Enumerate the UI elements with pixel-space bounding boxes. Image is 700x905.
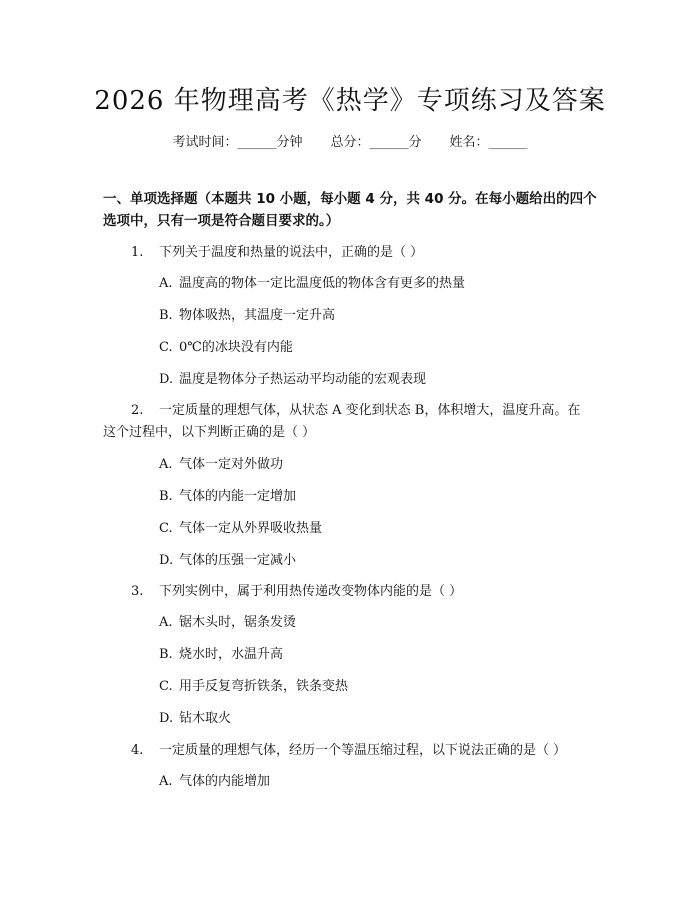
option-letter: A. xyxy=(159,615,173,630)
question-3-option-a xyxy=(159,613,296,633)
exam-info xyxy=(0,131,700,150)
section-heading: 一、单项选择题（本题共 10 小题，每小题 4 分，共 40 分。在每小题给出的四个选项中，只有一项是符合题目要求的。） xyxy=(103,191,597,229)
question-2-option-b xyxy=(159,487,296,507)
option-text: 气体一定从外界吸收热量 xyxy=(179,521,323,536)
option-text: 气体的压强一定减小 xyxy=(179,553,297,568)
option-text: 钻木取火 xyxy=(179,711,232,726)
question-1-stem xyxy=(131,242,423,264)
question-3-option-c xyxy=(159,677,348,697)
exam-time-field: 考试时间：______分钟 xyxy=(172,135,303,150)
question-2-option-d xyxy=(159,551,296,571)
option-letter: C. xyxy=(159,340,173,355)
option-text: 气体一定对外做功 xyxy=(179,457,284,472)
option-letter: B. xyxy=(159,647,173,662)
question-number: 1. xyxy=(131,245,144,260)
question-4-option-a xyxy=(159,772,270,792)
question-1-option-c xyxy=(159,338,293,358)
total-score-field: 总分：______分 xyxy=(330,135,422,150)
option-text: 气体的内能增加 xyxy=(179,774,271,789)
question-3-stem xyxy=(131,581,462,603)
question-2-stem-continued xyxy=(103,422,315,444)
question-1-option-d xyxy=(159,370,426,390)
option-letter: D. xyxy=(159,553,174,568)
option-letter: A. xyxy=(159,774,173,789)
question-1-option-a xyxy=(159,274,465,294)
question-text: 下列关于温度和热量的说法中，正确的是（ ） xyxy=(159,245,424,260)
question-text-line1: 一定质量的理想气体，从状态 A 变化到状态 B，体积增大，温度升高。在 xyxy=(159,403,581,418)
option-letter: C. xyxy=(159,679,173,694)
option-letter: A. xyxy=(159,457,173,472)
option-text: 温度高的物体一定比温度低的物体含有更多的热量 xyxy=(179,276,466,291)
question-text: 一定质量的理想气体，经历一个等温压缩过程，以下说法正确的是（ ） xyxy=(159,743,567,758)
page-title: 2026 年物理高考《热学》专项练习及答案 xyxy=(94,86,606,116)
option-text: 0℃的冰块没有内能 xyxy=(179,340,293,355)
option-letter: D. xyxy=(159,372,174,387)
question-4-stem xyxy=(131,740,566,762)
question-number: 2. xyxy=(131,403,144,418)
option-letter: B. xyxy=(159,308,173,323)
option-letter: B. xyxy=(159,489,173,504)
question-2-option-a xyxy=(159,455,283,475)
question-3-option-b xyxy=(159,645,283,665)
question-text-line2: 这个过程中，以下判断正确的是（ ） xyxy=(103,425,316,440)
option-text: 用手反复弯折铁条，铁条变热 xyxy=(179,679,349,694)
option-text: 温度是物体分子热运动平均动能的宏观表现 xyxy=(179,372,427,387)
name-field: 姓名：______ xyxy=(449,135,528,150)
question-number: 4. xyxy=(131,743,144,758)
option-text: 锯木头时，锯条发烫 xyxy=(179,615,297,630)
question-2-stem xyxy=(131,400,601,422)
option-text: 烧水时，水温升高 xyxy=(179,647,284,662)
option-letter: C. xyxy=(159,521,173,536)
question-text: 下列实例中，属于利用热传递改变物体内能的是（ ） xyxy=(159,584,463,599)
question-number: 3. xyxy=(131,584,144,599)
question-3-option-d xyxy=(159,709,231,729)
option-text: 气体的内能一定增加 xyxy=(179,489,297,504)
question-2-option-c xyxy=(159,519,322,539)
option-letter: D. xyxy=(159,711,174,726)
option-text: 物体吸热，其温度一定升高 xyxy=(179,308,336,323)
option-letter: A. xyxy=(159,276,173,291)
question-1-option-b xyxy=(159,306,335,326)
